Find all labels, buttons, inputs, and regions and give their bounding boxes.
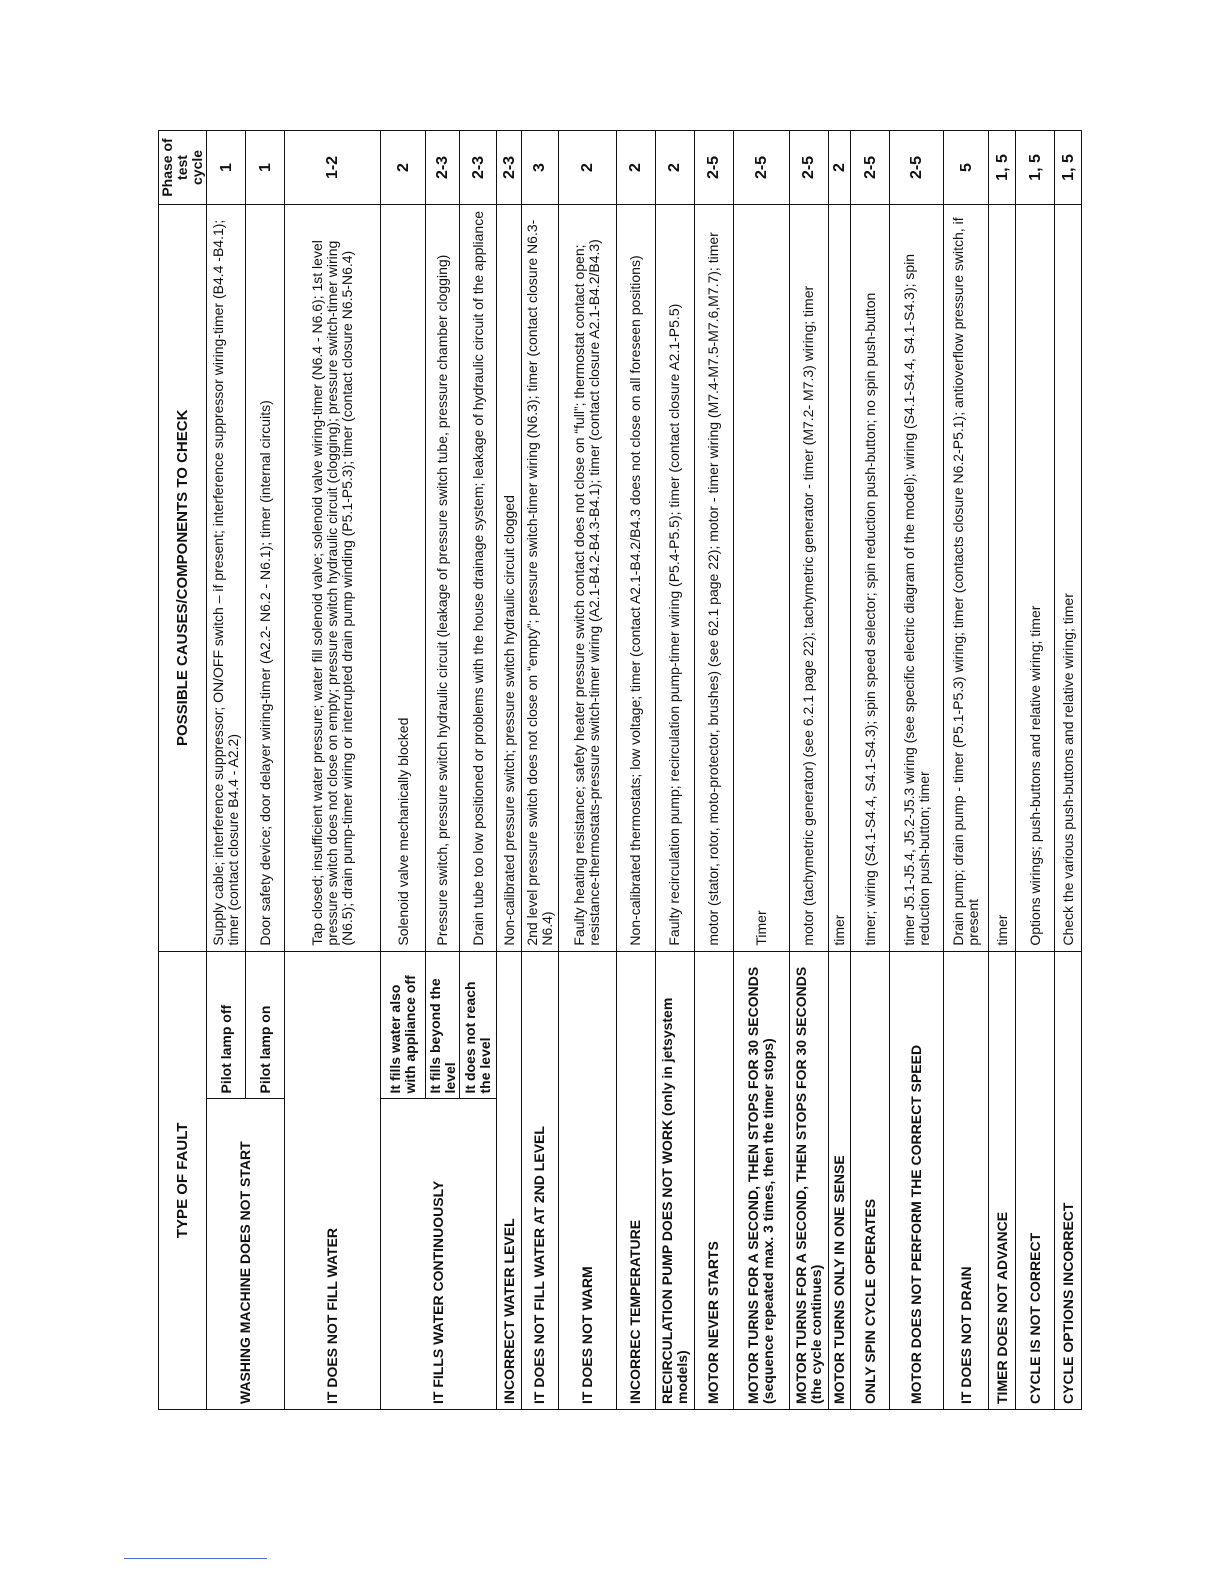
phase-cell: 5 xyxy=(943,131,988,205)
table-row xyxy=(559,131,617,1410)
fault-cell: MOTOR TURNS FOR A SECOND, THEN STOPS FOR 30 SECONDS (the cycle continues) xyxy=(789,951,828,1409)
table-row xyxy=(207,131,246,1410)
cause-cell: Faulty heating resistance; safety heater pressure switch contact does not close on “full”; thermostat contact open; resistance-thermostats-pressure switch-timer wiring (A2.1-B4.2-B4.3-B4.1); timer (contact closure A2.1-B4.2/B4.3) xyxy=(559,204,617,951)
header-row xyxy=(159,131,207,1410)
cause-cell: Non-calibrated pressure switch; pressure switch hydraulic circuit clogged xyxy=(497,204,522,951)
phase-cell: 2 xyxy=(828,131,851,205)
table-row xyxy=(851,131,890,1410)
table-row xyxy=(1055,131,1082,1410)
cause-cell: Tap closed; insufficient water pressure; water fill solenoid valve; solenoid valve wiring-timer (N6.4 - N6.6); 1st level pressure switch does not close on empty; pressure switch hydraulic circuit (clogging); pressure switch-timer wiring (N6.5); drain pump-timer wiring or interrupted drain pump winding (P5.1-P5.3); timer (contact closure N6.5-N6.4) xyxy=(285,204,381,951)
phase-column-header xyxy=(159,131,207,205)
cause-cell: timer; wiring (S4.1-S4.4, S4.1-S4.3); spin speed selector; spin reduction push-button; no spin push-button xyxy=(851,204,890,951)
phase-cell: 1 xyxy=(207,131,246,205)
fault-cell: INCORREC TEMPERATURE xyxy=(616,951,655,1409)
table-row xyxy=(828,131,851,1410)
fault-cell: IT DOES NOT FILL WATER xyxy=(285,951,381,1409)
sub-fault-cell: Pilot lamp on xyxy=(246,951,285,1099)
cause-cell: motor (tachymetric generator) (see 6.2.1 page 22); tachymetric generator - timer (M7.2- M7.3) wiring; timer xyxy=(789,204,828,951)
phase-cell: 2-5 xyxy=(789,131,828,205)
sub-fault-cell: Pilot lamp off xyxy=(207,951,246,1099)
cause-cell: Solenoid valve mechanically blocked xyxy=(380,204,425,951)
fault-cell: MOTOR DOES NOT PERFORM THE CORRECT SPEED xyxy=(890,951,944,1409)
cause-cell: Timer xyxy=(733,204,789,951)
phase-cell: 2-5 xyxy=(890,131,944,205)
table-row xyxy=(285,131,381,1410)
table-row xyxy=(694,131,733,1410)
phase-cell: 1-2 xyxy=(285,131,381,205)
cause-cell: Door safety device; door delayer wiring-timer (A2.2- N6.2 - N6.1); timer (internal circuits) xyxy=(246,204,285,951)
cause-cell: Faulty recirculation pump; recirculation pump-timer wiring (P5.4-P5.5); timer (contact closure A2.1-P5.5) xyxy=(655,204,694,951)
table-row xyxy=(616,131,655,1410)
phase-cell: 1, 5 xyxy=(1015,131,1054,205)
phase-header-line1: Phase of xyxy=(159,138,175,197)
fault-cell: CYCLE OPTIONS INCORRECT xyxy=(1055,951,1082,1409)
cause-cell: Drain tube too low positioned or problems with the house drainage system; leakage of hydraulic circuit of the appliance xyxy=(460,204,497,951)
cause-cell: Check the various push-buttons and relative wiring; timer xyxy=(1055,204,1082,951)
cause-cell: Supply cable; interference suppressor; ON/OFF switch – if present; interference suppressor wiring-timer (B4.4 -B4.1); timer (contact closure B4.4 - A2.2) xyxy=(207,204,246,951)
cause-cell: Drain pump; drain pump - timer (P5.1-P5.3) wiring; timer (contacts closure N6.2-P5.1); antioverflow pressure switch, if present xyxy=(943,204,988,951)
table-row xyxy=(497,131,522,1410)
cause-cell: Pressure switch, pressure switch hydraulic circuit (leakage of pressure switch tube, pressure chamber clogging) xyxy=(426,204,460,951)
fault-cell: WASHING MACHINE DOES NOT START xyxy=(207,1099,285,1410)
fault-table xyxy=(158,130,1082,1410)
cause-cell: timer J5.1-J5.4, J5.2-J5.3 wiring (see specific electric diagram of the model); wiring (S4.1-S4.4, S4.1-S4.3); spin reduction push-button; timer xyxy=(890,204,944,951)
fault-cell: MOTOR TURNS ONLY IN ONE SENSE xyxy=(828,951,851,1409)
fault-cell: IT DOES NOT DRAIN xyxy=(943,951,988,1409)
rotated-page xyxy=(158,130,1082,1410)
phase-header-line2: test cycle xyxy=(174,149,205,185)
phase-cell: 2 xyxy=(380,131,425,205)
phase-cell: 2 xyxy=(559,131,617,205)
fault-cell: CYCLE IS NOT CORRECT xyxy=(1015,951,1054,1409)
phase-cell: 2-5 xyxy=(851,131,890,205)
sub-fault-cell: It fills water also with appliance off xyxy=(380,951,425,1099)
phase-cell: 2 xyxy=(616,131,655,205)
fault-cell: ONLY SPIN CYCLE OPERATES xyxy=(851,951,890,1409)
phase-cell: 3 xyxy=(521,131,558,205)
cause-cell: Options wirings; push-buttons and relative wiring; timer xyxy=(1015,204,1054,951)
table-row xyxy=(655,131,694,1410)
fault-cell: MOTOR TURNS FOR A SECOND, THEN STOPS FOR 30 SECONDS (sequence repeated max. 3 times, then the timer stops) xyxy=(733,951,789,1409)
fault-cell: MOTOR NEVER STARTS xyxy=(694,951,733,1409)
table-row xyxy=(989,131,1016,1410)
table-row xyxy=(733,131,789,1410)
cause-cell: 2nd level pressure switch does not close on “empty”; pressure switch-timer wiring (N6.3); timer (contact closure N6.3-N6.4) xyxy=(521,204,558,951)
phase-cell: 2-3 xyxy=(497,131,522,205)
causes-column-header: POSSIBLE CAUSES/COMPONENTS TO CHECK xyxy=(159,204,207,951)
fault-cell: INCORRECT WATER LEVEL xyxy=(497,951,522,1409)
phase-cell: 2-5 xyxy=(694,131,733,205)
table-row xyxy=(380,131,425,1410)
fault-cell: TIMER DOES NOT ADVANCE xyxy=(989,951,1016,1409)
phase-cell: 1, 5 xyxy=(1055,131,1082,205)
table-row xyxy=(521,131,558,1410)
phase-cell: 1, 5 xyxy=(989,131,1016,205)
fault-column-header: TYPE OF FAULT xyxy=(159,951,207,1409)
footnote-rule xyxy=(124,1558,267,1559)
cause-cell: timer xyxy=(989,204,1016,951)
phase-cell: 2-3 xyxy=(460,131,497,205)
phase-cell: 1 xyxy=(246,131,285,205)
cause-cell: motor (stator, rotor, moto-protector, brushes) (see 62.1 page 22); motor - timer wiring (M7.4-M7.5-M7.6,M7.7); timer xyxy=(694,204,733,951)
sub-fault-cell: It fills beyond the level xyxy=(426,951,460,1099)
fault-cell: IT DOES NOT FILL WATER AT 2ND LEVEL xyxy=(521,951,558,1409)
sub-fault-cell: It does not reach the level xyxy=(460,951,497,1099)
table-row xyxy=(890,131,944,1410)
table-row xyxy=(943,131,988,1410)
cause-cell: Non-calibrated thermostats; low voltage; timer (contact A2.1-B4.2/B4.3 does not close on all foreseen positions) xyxy=(616,204,655,951)
phase-cell: 2 xyxy=(655,131,694,205)
table-row xyxy=(1015,131,1054,1410)
table-row xyxy=(789,131,828,1410)
phase-cell: 2-5 xyxy=(733,131,789,205)
fault-cell: IT DOES NOT WARM xyxy=(559,951,617,1409)
phase-cell: 2-3 xyxy=(426,131,460,205)
cause-cell: timer xyxy=(828,204,851,951)
fault-cell: RECIRCULATION PUMP DOES NOT WORK (only in jetsystem models) xyxy=(655,951,694,1409)
fault-cell: IT FILLS WATER CONTINUOUSLY xyxy=(380,1099,496,1410)
